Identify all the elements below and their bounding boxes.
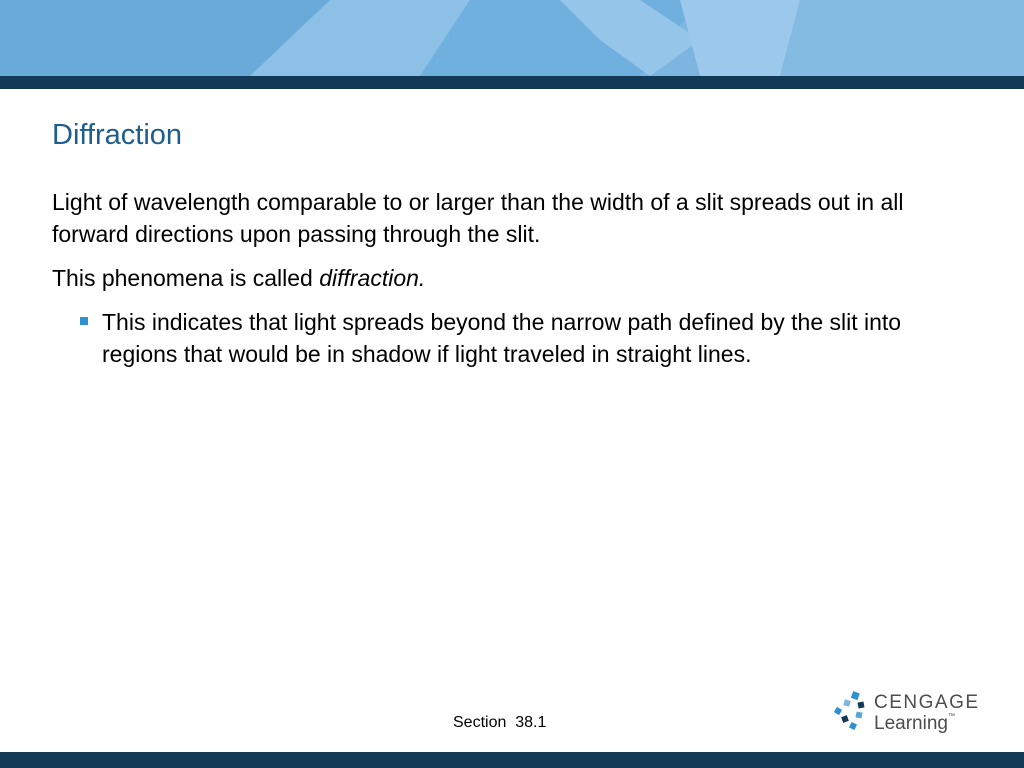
paragraph-1: Light of wavelength comparable to or larger than the width of a slit spreads out in all forward directions upon passing through the slit. — [52, 189, 904, 247]
logo-trademark: ™ — [947, 713, 955, 720]
logo-line-2 — [874, 713, 955, 735]
bullet-text: This indicates that light spreads beyond the narrow path defined by the slit into regions that would be in shadow if light traveled in straight lines. — [102, 309, 902, 367]
footer-band — [0, 752, 1024, 768]
slide-body — [52, 186, 982, 382]
paragraph-2-emphasis: diffraction. — [319, 265, 426, 291]
header-band — [0, 0, 1024, 76]
publisher-logo — [830, 688, 980, 738]
footer-section-label: Section 38.1 — [453, 714, 547, 731]
bullet-square-icon — [80, 317, 88, 325]
header-stripe — [0, 76, 1024, 89]
logo-line-2-text: Learning — [874, 713, 948, 734]
logo-line-1: CENGAGE — [874, 692, 980, 713]
paragraph-2-text: This phenomena is called — [52, 265, 320, 291]
logo-mark-icon — [830, 690, 870, 734]
paragraph-2 — [52, 262, 982, 294]
slide-title: Diffraction — [52, 119, 183, 151]
bullet-item — [52, 306, 982, 370]
